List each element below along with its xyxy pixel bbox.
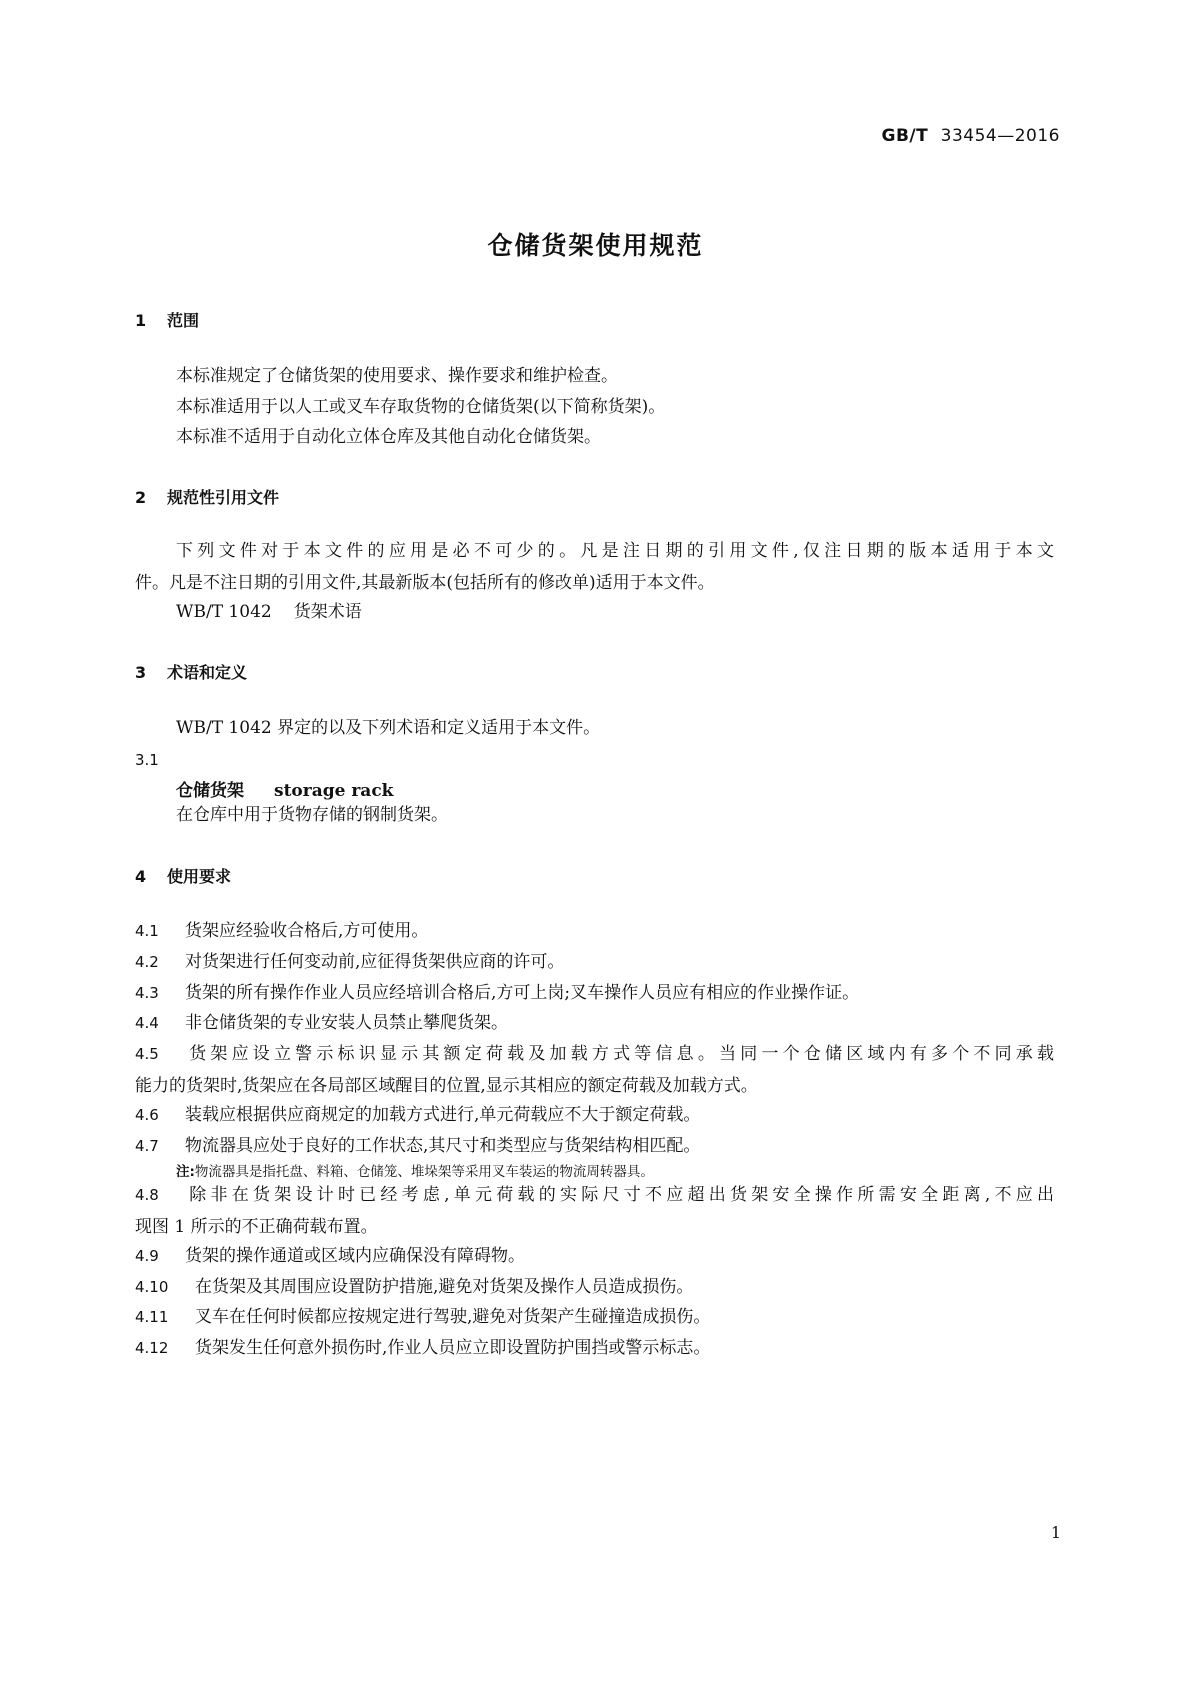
page-number: 1	[1050, 1523, 1061, 1542]
reference-entry	[176, 597, 362, 629]
clause-number: 4.6	[135, 1106, 159, 1124]
clause-4-4	[135, 1008, 508, 1040]
section-number: 4	[135, 867, 147, 886]
clause-number: 4.10	[135, 1278, 169, 1296]
note	[176, 1160, 654, 1180]
section-number: 3	[135, 663, 147, 682]
paragraph: 本标准不适用于自动化立体仓库及其他自动化仓储货架。	[176, 427, 601, 447]
section-title: 范围	[167, 311, 200, 330]
term-definition: 在仓库中用于货物存储的钢制货架。	[176, 805, 448, 825]
standard-code-prefix: GB/T	[881, 126, 929, 146]
clause-line: 能力的货架时,货架应在各局部区域醒目的位置,显示其相应的额定荷载及加载方式。	[135, 1075, 758, 1096]
clause-number: 4.12	[135, 1339, 169, 1357]
reference-title: 货架术语	[293, 602, 362, 622]
clause-text: 对货架进行任何变动前,应征得货架供应商的许可。	[185, 952, 565, 972]
term-entry	[176, 776, 393, 801]
clause-4-11	[135, 1302, 710, 1334]
clause-text: 货架的操作通道或区域内应确保没有障碍物。	[185, 1246, 525, 1266]
clause-4-5	[135, 1039, 1054, 1102]
section-2-heading	[135, 485, 279, 508]
clause-text: 叉车在任何时候都应按规定进行驾驶,避免对货架产生碰撞造成损伤。	[195, 1307, 711, 1327]
clause-text: 货架发生任何意外损伤时,作业人员应立即设置防护围挡或警示标志。	[195, 1338, 711, 1358]
paragraph-line: 件。凡是不注日期的引用文件,其最新版本(包括所有的修改单)适用于本文件。	[135, 572, 715, 593]
clause-number: 4.9	[135, 1247, 159, 1265]
clause-4-2	[135, 947, 564, 979]
clause-number: 4.3	[135, 984, 159, 1002]
clause-line	[135, 1180, 1054, 1212]
section-number: 1	[135, 311, 147, 330]
section-1-heading	[135, 308, 199, 331]
paragraph-line: 下列文件对于本文件的应用是必不可少的。凡是注日期的引用文件,仅注日期的版本适用于本文	[176, 541, 1054, 561]
section-title: 术语和定义	[167, 663, 248, 682]
clause-text: 非仓储货架的专业安装人员禁止攀爬货架。	[185, 1013, 508, 1033]
clause-number: 4.1	[135, 922, 159, 940]
clause-4-6	[135, 1100, 700, 1132]
standard-code-number: 33454—2016	[940, 126, 1060, 146]
paragraph: WB/T 1042 界定的以及下列术语和定义适用于本文件。	[176, 718, 601, 738]
clause-number: 4.8	[135, 1186, 159, 1204]
section-3-heading	[135, 660, 247, 683]
note-label: 注:	[176, 1164, 195, 1180]
note-text: 物流器具是指托盘、料箱、仓储笼、堆垛架等采用叉车装运的物流周转器具。	[194, 1164, 654, 1180]
clause-4-12	[135, 1333, 710, 1365]
clause-number: 4.11	[135, 1308, 169, 1326]
paragraph: 本标准规定了仓储货架的使用要求、操作要求和维护检查。	[176, 366, 618, 386]
term-english: storage rack	[274, 781, 394, 801]
section-4-heading	[135, 864, 231, 887]
clause-number: 4.7	[135, 1137, 159, 1155]
clause-text: 货架应设立警示标识显示其额定荷载及加载方式等信息。当同一个仓储区域内有多个不同承载	[185, 1044, 1054, 1064]
clause-4-3	[135, 978, 859, 1010]
section-title: 规范性引用文件	[167, 488, 280, 507]
document-title: 仓储货架使用规范	[487, 231, 704, 260]
clause-text: 货架应经验收合格后,方可使用。	[185, 921, 429, 941]
clause-text: 货架的所有操作作业人员应经培训合格后,方可上岗;叉车操作人员应有相应的作业操作证。	[185, 983, 860, 1003]
term-number: 3.1	[135, 751, 159, 769]
clause-4-8	[135, 1180, 1054, 1243]
clause-4-1	[135, 916, 428, 948]
clause-4-10	[135, 1272, 693, 1304]
clause-line: 现图 1 所示的不正确荷载布置。	[135, 1216, 378, 1237]
clause-4-9	[135, 1241, 525, 1273]
normative-references-intro	[135, 536, 1054, 599]
clause-text: 物流器具应处于良好的工作状态,其尺寸和类型应与货架结构相匹配。	[185, 1136, 701, 1156]
clause-number: 4.4	[135, 1014, 159, 1032]
clause-number: 4.5	[135, 1045, 159, 1063]
term-chinese: 仓储货架	[176, 781, 244, 801]
section-title: 使用要求	[167, 867, 232, 886]
paragraph: 本标准适用于以人工或叉车存取货物的仓储货架(以下简称货架)。	[176, 397, 666, 417]
clause-text: 除非在货架设计时已经考虑,单元荷载的实际尺寸不应超出货架安全操作所需安全距离,不应出	[185, 1185, 1054, 1205]
clause-line	[135, 1039, 1054, 1071]
reference-code: WB/T 1042	[176, 602, 272, 622]
clause-text: 在货架及其周围应设置防护措施,避免对货架及操作人员造成损伤。	[195, 1277, 694, 1297]
clause-number: 4.2	[135, 953, 159, 971]
standard-code	[882, 126, 1060, 146]
clause-4-7	[135, 1131, 700, 1163]
clause-text: 装载应根据供应商规定的加载方式进行,单元荷载应不大于额定荷载。	[185, 1105, 701, 1125]
section-number: 2	[135, 488, 147, 507]
